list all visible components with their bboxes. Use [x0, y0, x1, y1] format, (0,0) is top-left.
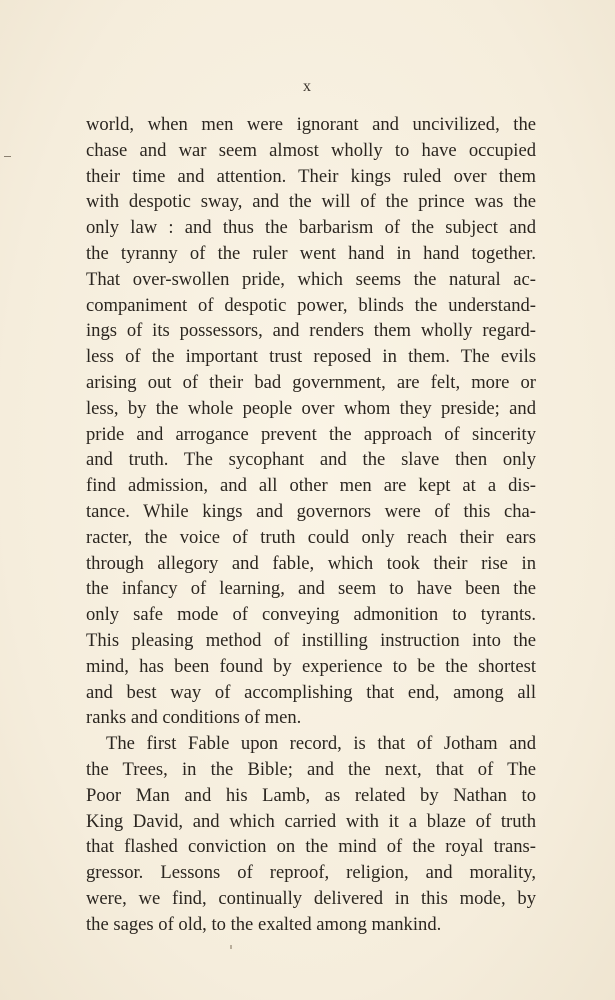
text-line: That over-swollen pride, which seems the natural ac-	[86, 268, 536, 290]
text-line: King David, and which carried with it a blaze of truth	[86, 810, 536, 832]
text-line: the tyranny of the ruler went hand in hand together.	[86, 242, 536, 264]
text-line: that flashed conviction on the mind of the royal trans-	[86, 836, 536, 858]
text-line: The first Fable upon record, is that of Jotham and	[106, 733, 536, 755]
text-line: only law : and thus the barbarism of the subject and	[86, 217, 536, 239]
text-line: through allegory and fable, which took their rise in	[86, 552, 536, 574]
margin-mark	[4, 156, 11, 157]
text-line: arising out of their bad government, are felt, more or	[86, 371, 536, 393]
text-line: less of the important trust reposed in them. The evils	[86, 346, 536, 368]
text-line: racter, the voice of truth could only reach their ears	[86, 526, 536, 548]
text-line: tance. While kings and governors were of this cha-	[86, 500, 536, 522]
text-line: This pleasing method of instilling instruction into the	[86, 629, 536, 651]
paper-speck	[230, 945, 232, 949]
text-line: world, when men were ignorant and uncivilized, the	[86, 114, 536, 135]
text-line: and truth. The sycophant and the slave then only	[86, 449, 536, 471]
text-line: only safe mode of conveying admonition to tyrants.	[86, 604, 536, 626]
text-line: their time and attention. Their kings ruled over them	[86, 165, 536, 187]
text-line: companiment of despotic power, blinds the understand-	[86, 294, 536, 316]
body-text	[86, 112, 536, 938]
text-line: were, we find, continually delivered in this mode, by	[86, 887, 536, 909]
text-line: Poor Man and his Lamb, as related by Nathan to	[86, 784, 536, 806]
text-line: gressor. Lessons of reproof, religion, and morality,	[86, 862, 536, 884]
text-line: and best way of accomplishing that end, among all	[86, 681, 536, 703]
text-line: less, by the whole people over whom they preside; and	[86, 397, 536, 419]
text-line: chase and war seem almost wholly to have occupied	[86, 139, 536, 161]
text-line: with despotic sway, and the will of the prince was the	[86, 191, 536, 213]
text-line: ings of its possessors, and renders them wholly regard-	[86, 320, 536, 342]
page-number: x	[303, 78, 312, 95]
text-line: the Trees, in the Bible; and the next, that of The	[86, 758, 536, 780]
text-line: ranks and conditions of men.	[86, 707, 302, 729]
text-line: pride and arrogance prevent the approach of sincerity	[86, 423, 536, 445]
text-line: the sages of old, to the exalted among mankind.	[86, 913, 442, 935]
text-line: mind, has been found by experience to be the shortest	[86, 655, 536, 677]
text-line: find admission, and all other men are kept at a dis-	[86, 475, 536, 497]
text-line: the infancy of learning, and seem to have been the	[86, 578, 536, 600]
